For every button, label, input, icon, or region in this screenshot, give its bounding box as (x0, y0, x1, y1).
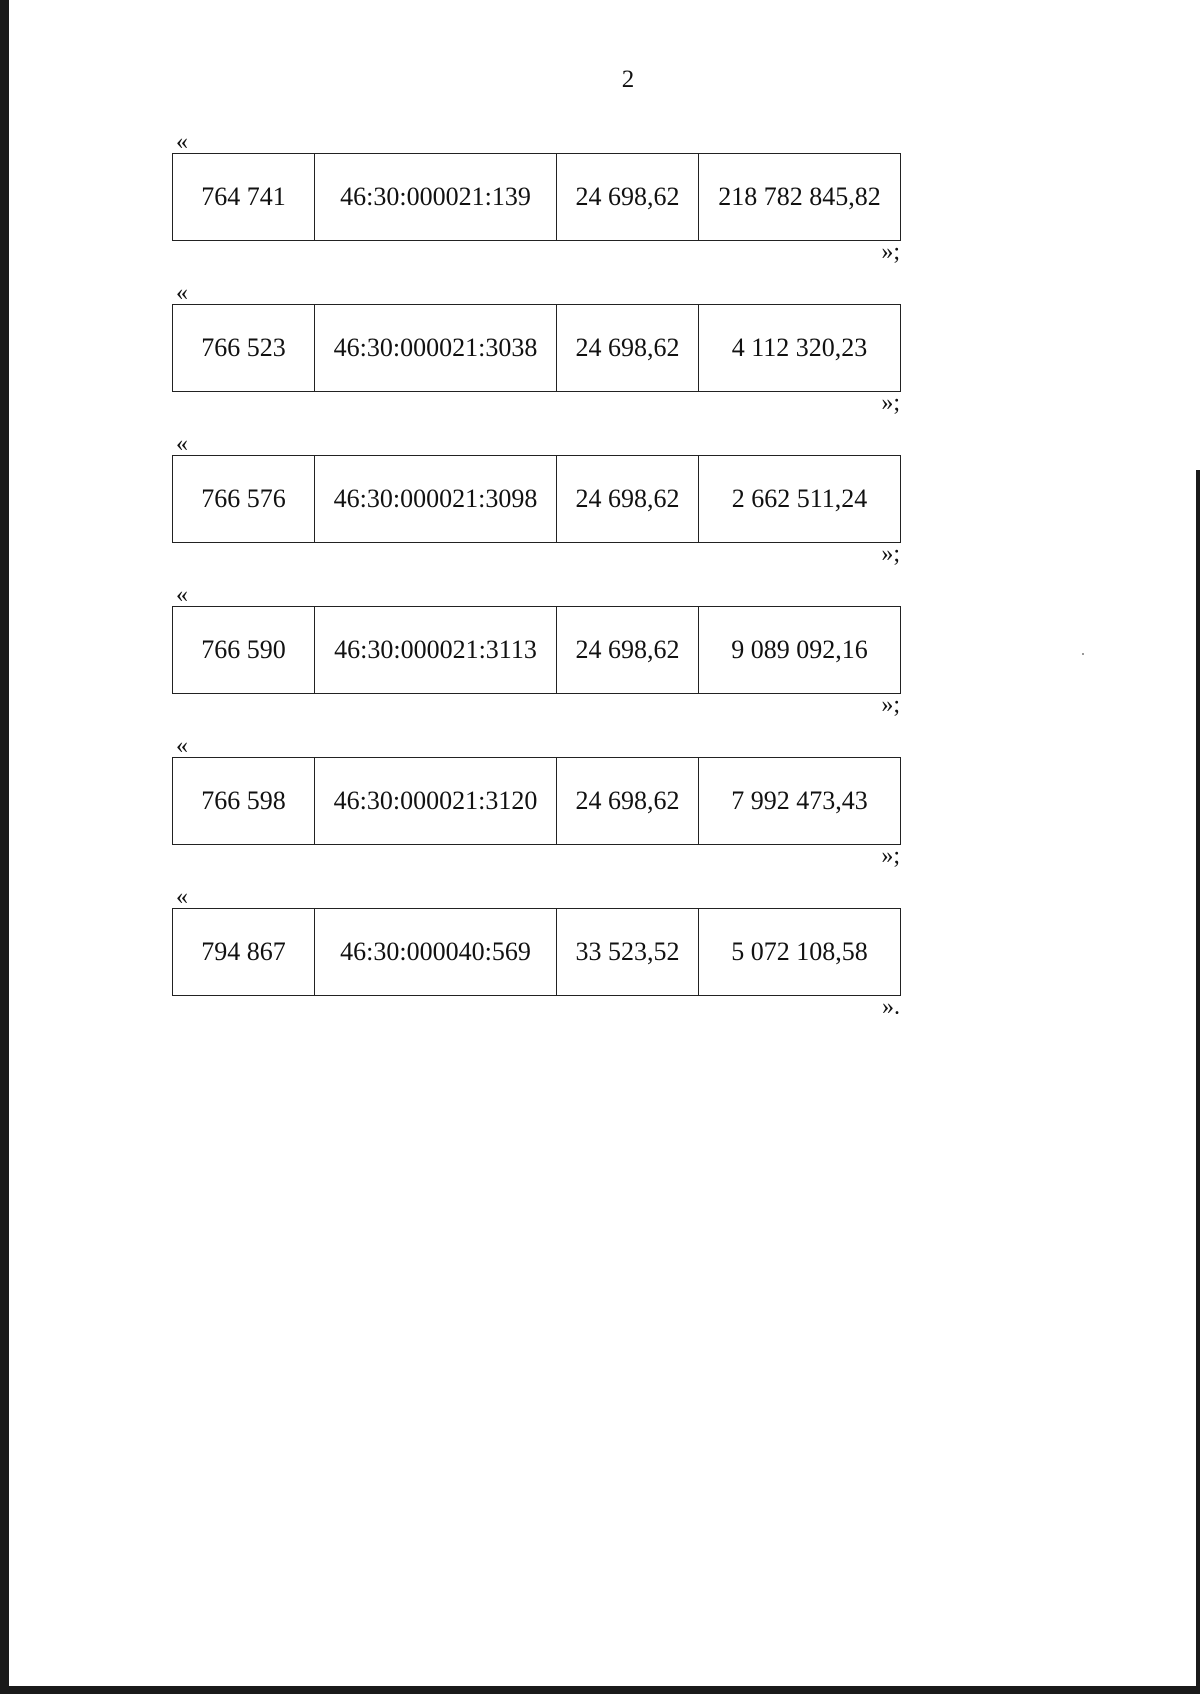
opening-quote: « (176, 582, 188, 608)
record-table (172, 908, 901, 996)
table-block-6 (172, 885, 900, 1036)
cadastral-number-cell: 46:30:000021:3113 (315, 607, 557, 694)
rate-cell: 24 698,62 (557, 456, 699, 543)
table-block-2 (172, 281, 900, 432)
table-block-5 (172, 734, 900, 885)
closing-quote: »; (881, 541, 900, 567)
value-cell: 2 662 511,24 (699, 456, 901, 543)
rate-cell: 33 523,52 (557, 909, 699, 996)
cadastral-number-cell: 46:30:000021:3038 (315, 305, 557, 392)
opening-quote: « (176, 431, 188, 457)
closing-quote: »; (881, 390, 900, 416)
value-cell: 9 089 092,16 (699, 607, 901, 694)
record-number-cell: 766 590 (173, 607, 315, 694)
opening-quote: « (176, 733, 188, 759)
value-cell: 5 072 108,58 (699, 909, 901, 996)
rate-cell: 24 698,62 (557, 607, 699, 694)
record-table (172, 304, 901, 392)
table-row (173, 909, 901, 996)
table-row (173, 607, 901, 694)
table-block-4 (172, 583, 900, 734)
record-table (172, 153, 901, 241)
table-row (173, 154, 901, 241)
table-row (173, 305, 901, 392)
record-number-cell: 766 576 (173, 456, 315, 543)
table-row (173, 758, 901, 845)
record-number-cell: 794 867 (173, 909, 315, 996)
record-table (172, 606, 901, 694)
page-number: 2 (621, 66, 635, 93)
value-cell: 218 782 845,82 (699, 154, 901, 241)
record-table (172, 455, 901, 543)
cadastral-number-cell: 46:30:000040:569 (315, 909, 557, 996)
closing-quote: ». (882, 994, 900, 1020)
scan-edge-right (1196, 470, 1200, 1694)
closing-quote: »; (881, 843, 900, 869)
value-cell: 4 112 320,23 (699, 305, 901, 392)
rate-cell: 24 698,62 (557, 154, 699, 241)
cadastral-number-cell: 46:30:000021:3098 (315, 456, 557, 543)
record-number-cell: 766 598 (173, 758, 315, 845)
rate-cell: 24 698,62 (557, 305, 699, 392)
cadastral-number-cell: 46:30:000021:139 (315, 154, 557, 241)
table-block-3 (172, 432, 900, 583)
table-row (173, 456, 901, 543)
cadastral-number-cell: 46:30:000021:3120 (315, 758, 557, 845)
scan-edge-left (0, 0, 9, 1694)
value-cell: 7 992 473,43 (699, 758, 901, 845)
record-number-cell: 764 741 (173, 154, 315, 241)
table-block-1 (172, 130, 900, 281)
rate-cell: 24 698,62 (557, 758, 699, 845)
scan-speck (1082, 653, 1084, 655)
closing-quote: »; (881, 239, 900, 265)
record-table (172, 757, 901, 845)
closing-quote: »; (881, 692, 900, 718)
scan-edge-bottom (0, 1686, 1200, 1694)
opening-quote: « (176, 280, 188, 306)
opening-quote: « (176, 884, 188, 910)
record-number-cell: 766 523 (173, 305, 315, 392)
opening-quote: « (176, 129, 188, 155)
